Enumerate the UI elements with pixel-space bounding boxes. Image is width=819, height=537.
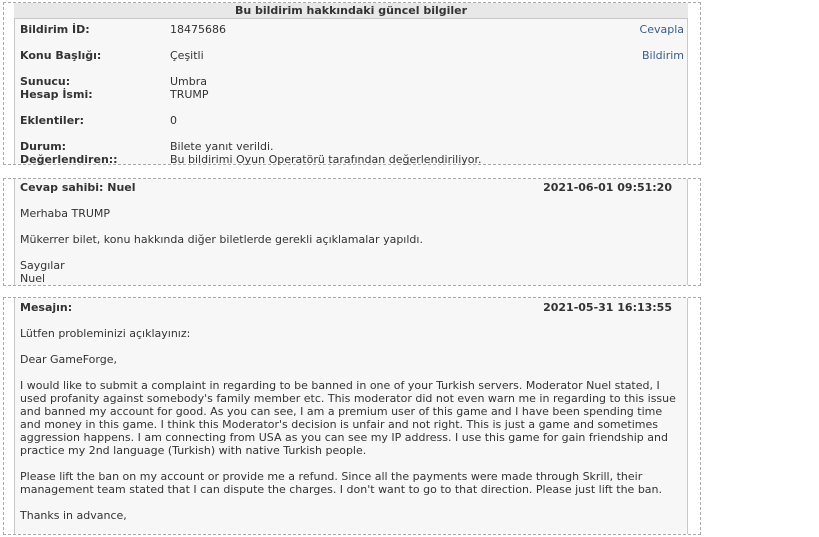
message-label: Mesajın:: [20, 301, 73, 314]
message-timestamp: 2021-05-31 16:13:55: [543, 301, 672, 314]
reply-body: [14, 179, 688, 285]
reviewer-label: Değerlendiren::: [20, 153, 118, 166]
ticket-info-body: [14, 3, 688, 164]
message-salutation: Dear GameForge,: [20, 353, 117, 366]
message-prompt: Lütfen probleminizi açıklayınız:: [20, 327, 191, 340]
ticket-id-label: Bildirim İD:: [20, 23, 90, 36]
ticket-link[interactable]: Bildirim: [642, 49, 684, 62]
message-closing: Thanks in advance,: [20, 509, 127, 522]
ticket-id-value: 18475686: [170, 23, 226, 36]
reply-signature: Nuel: [20, 272, 46, 285]
reply-greeting: Merhaba TRUMP: [20, 207, 111, 220]
ticket-info-panel: [3, 2, 701, 165]
subject-label: Konu Başlığı:: [20, 49, 102, 62]
reply-text: Mükerrer bilet, konu hakkında diğer biletlerde gerekli açıklamalar yapıldı.: [20, 233, 423, 246]
ticket-info-header: Bu bildirim hakkındaki güncel bilgiler: [14, 3, 688, 19]
reply-author: Cevap sahibi: Nuel: [20, 181, 136, 194]
message-paragraph-2: Please lift the ban on my account or provide me a refund. Since all the payments were made through Skrill, their management team stated that I can dispute the charges. I don't want to go to that direction. Please just lift the ban.: [20, 470, 663, 496]
subject-value: Çeşitli: [170, 49, 204, 62]
attachments-value: 0: [170, 114, 177, 127]
message-paragraph-1: I would like to submit a complaint in regarding to be banned in one of your Turkish servers. Moderator Nuel stated, I used profanity against somebody's family member etc. This moderator did not even warn me in regarding to this issue and banned my account for good. As you can see, I am a premium user of this game and I have been spending time and money in this game. I think this Moderator's decision is unfair and not right. This is just a game and sometimes aggression happens. I am connecting from USA as you can see my IP address. I use this game for gain friendship and practice my 2nd language (Turkish) with native Turkish people.: [20, 379, 676, 457]
reply-closing: Saygılar: [20, 259, 65, 272]
reply-panel: [3, 178, 701, 286]
server-value: Umbra: [170, 75, 208, 88]
reviewer-value: Bu bildirimi Oyun Operatörü tarafından değerlendiriliyor.: [170, 153, 482, 166]
account-value: TRUMP: [170, 88, 209, 101]
message-panel: [3, 297, 701, 535]
reply-timestamp: 2021-06-01 09:51:20: [543, 181, 672, 194]
account-label: Hesap İsmi:: [20, 88, 93, 101]
attachments-label: Eklentiler:: [20, 114, 84, 127]
status-label: Durum:: [20, 140, 67, 153]
status-value: Bilete yanıt verildi.: [170, 140, 274, 153]
reply-link[interactable]: Cevapla: [639, 23, 684, 36]
server-label: Sunucu:: [20, 75, 71, 88]
